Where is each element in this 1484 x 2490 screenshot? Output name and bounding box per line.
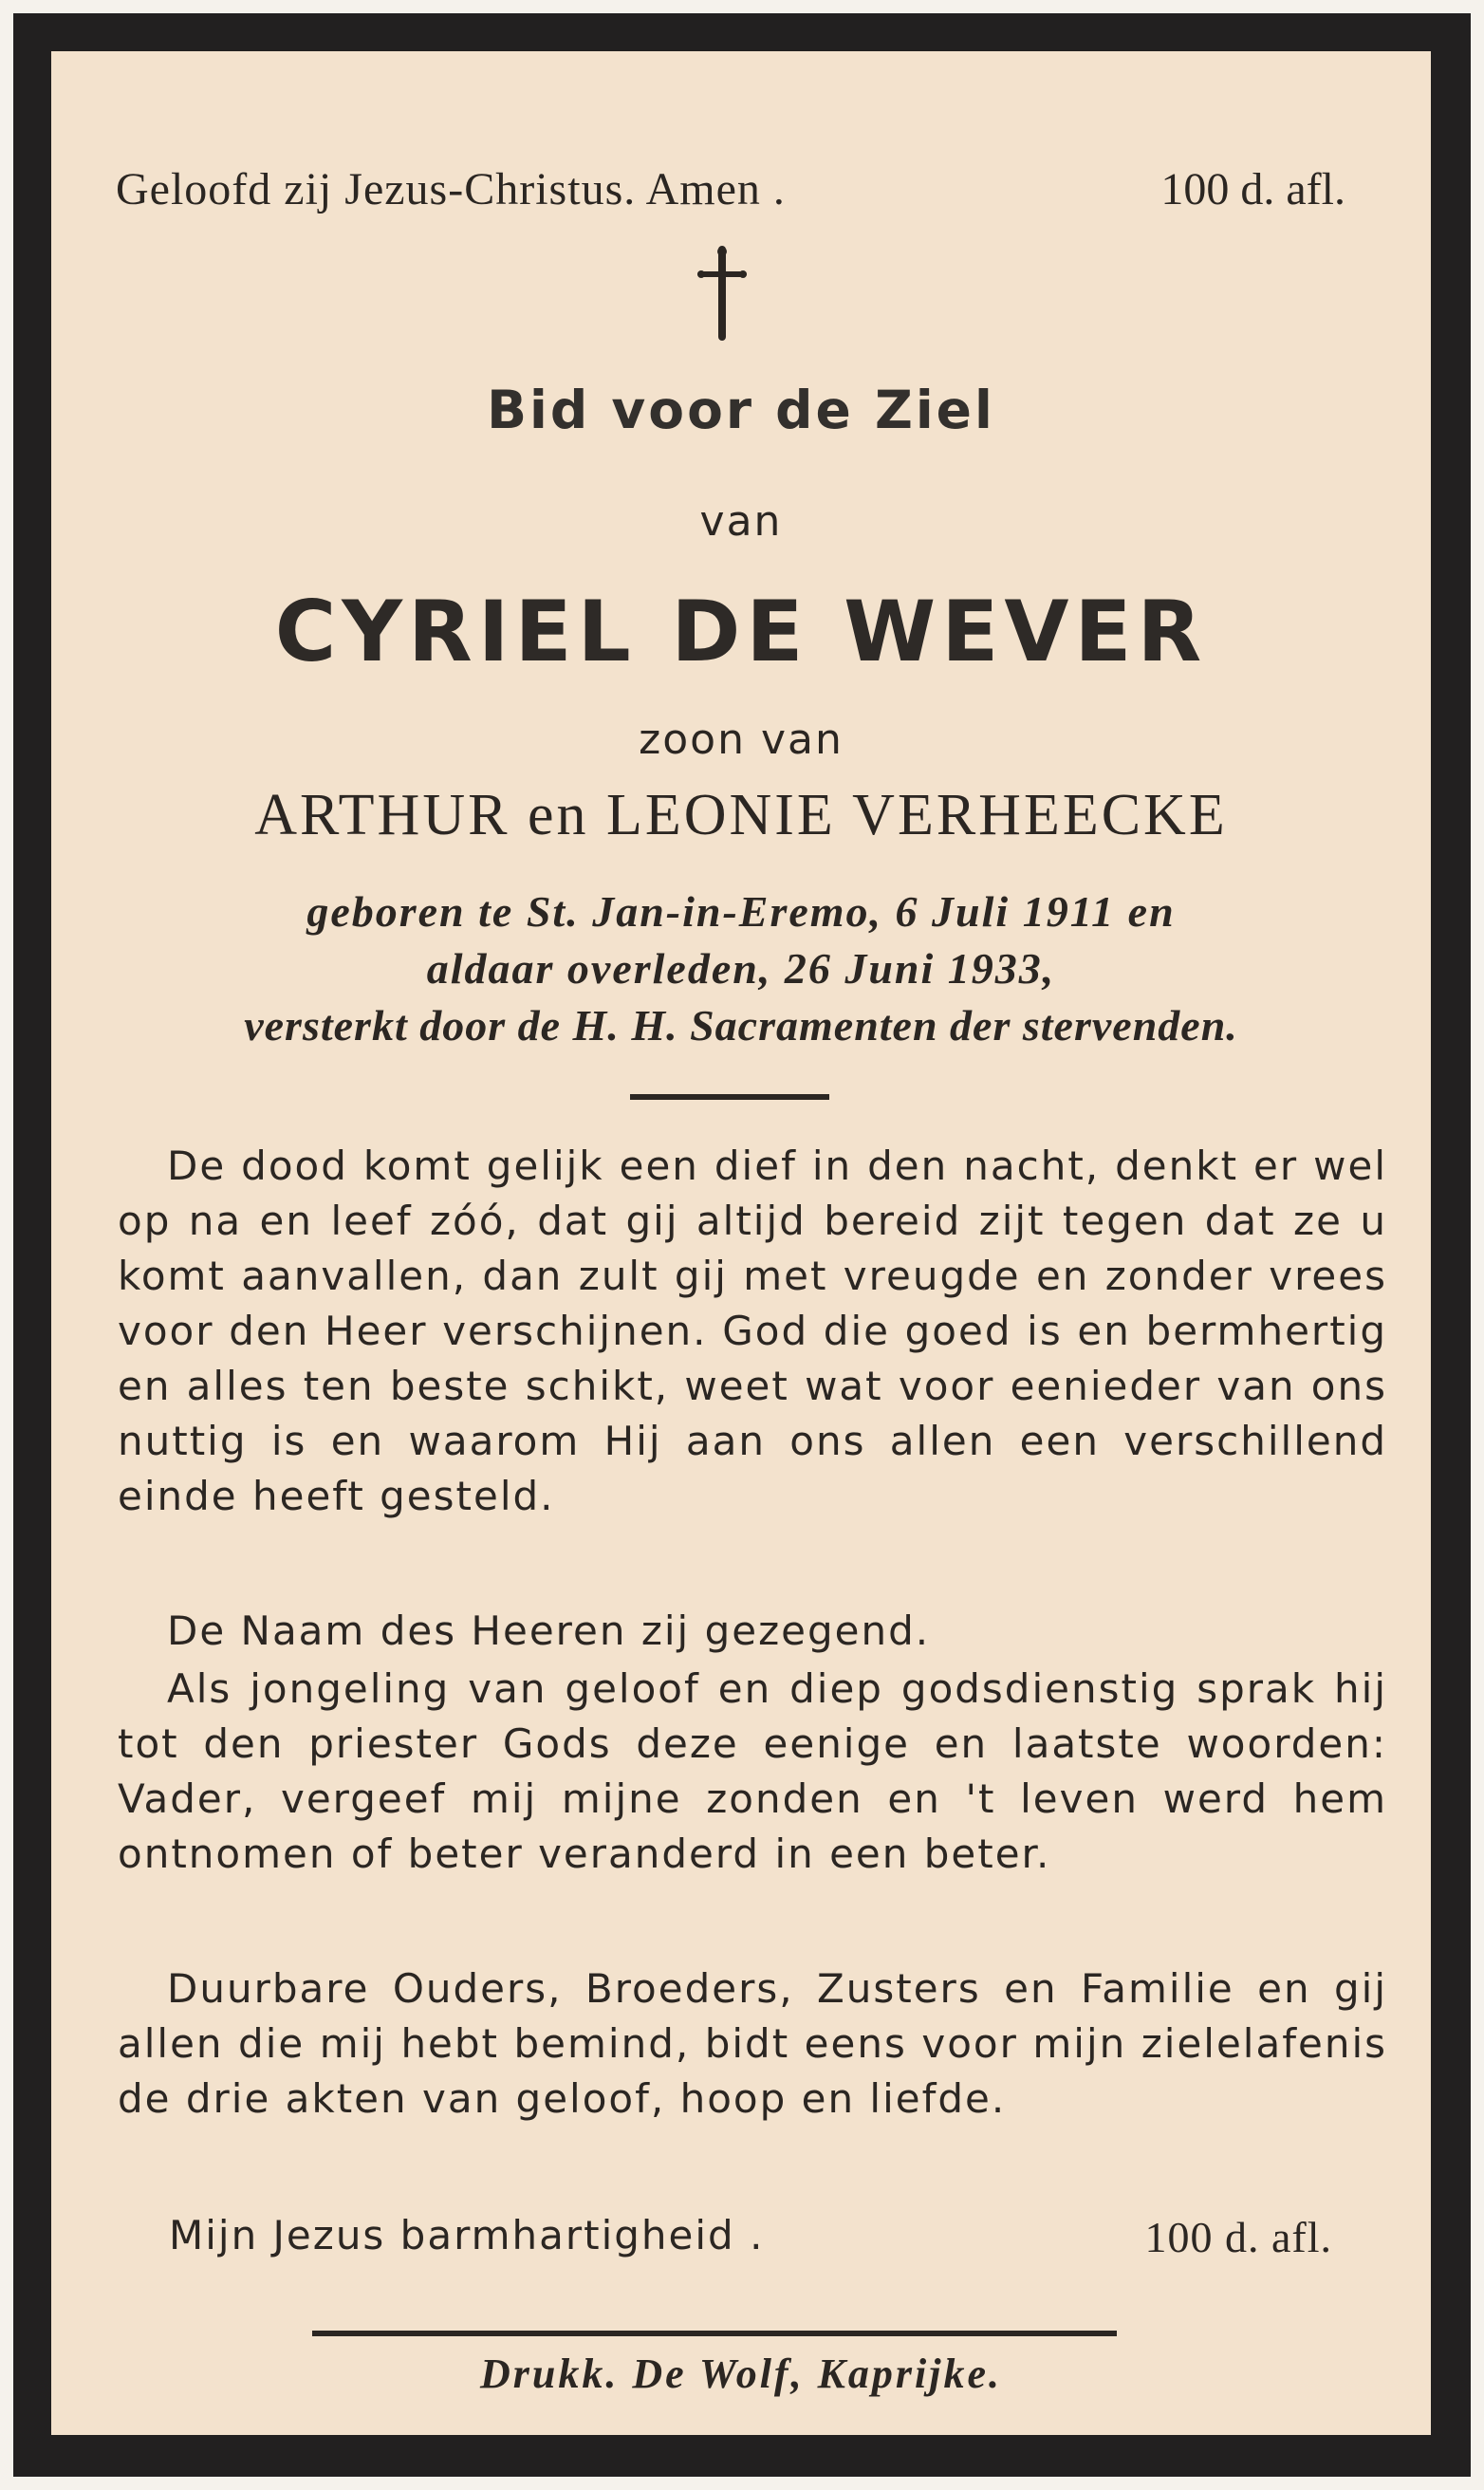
cross-icon: [696, 246, 748, 341]
of-word: van: [699, 497, 783, 546]
divider-top: [630, 1094, 829, 1100]
printer-credit: Drukk. De Wolf, Kaprijke.: [479, 2351, 1003, 2397]
birth-line-2: aldaar overleden, 26 Juni 1933,: [426, 944, 1056, 993]
footer-indulgence: 100 d. afl.: [1144, 2213, 1332, 2261]
birth-line-1: geboren te St. Jan-in-Eremo, 6 Juli 1911 en: [306, 887, 1176, 936]
paragraph-family-plea: Duurbare Ouders, Broeders, Zusters en Familie en gij allen die mij hebt bemind, bidt eens voor mijn zielelafenis de drie akten van geloof, hoop en liefde.: [118, 1965, 1387, 2122]
paragraph-death-thief: De dood komt gelijk een dief in den nacht, denkt er wel op na en leef zóó, dat gij altijd bereid zijt tegen dat ze u komt aanvallen, dan zult gij met vreugde en zonder vrees voor den Heer verschijnen. God die goed is en bermhertig en alles ten beste schikt, weet wat voor eenieder van ons nuttig is en waarom Hij aan ons allen een verschillend einde heeft gesteld.: [118, 1143, 1387, 1519]
card-footer: [51, 2212, 1431, 2269]
divider-bottom: [312, 2331, 1117, 2336]
paragraph-blessed-name: De Naam des Heeren zij gezegend.: [167, 1607, 931, 1654]
header-prayer: Geloofd zij Jezus-Christus. Amen .: [116, 164, 786, 214]
prayer-line: Bid voor de Ziel: [487, 380, 995, 440]
header-indulgence: 100 d. afl.: [1160, 164, 1345, 214]
card-content: [51, 51, 1431, 2435]
parents-names: ARTHUR en LEONIE VERHEECKE: [254, 783, 1228, 847]
footer-prayer: Mijn Jezus barmhartigheid .: [169, 2212, 765, 2258]
birth-line-3: versterkt door de H. H. Sacramenten der stervenden.: [244, 1001, 1238, 1050]
paragraph-last-words: Als jongeling van geloof en diep godsdienstig sprak hij tot den priester Gods deze eenige en laatste woorden: Vader, vergeef mij mijne zonden en 't leven werd hem ontnomen of beter veranderd in een beter.: [118, 1665, 1387, 1877]
memorial-card: [13, 13, 1471, 2477]
deceased-name: CYRIEL DE WEVER: [274, 583, 1208, 680]
son-of: zoon van: [639, 715, 844, 764]
card-header: [51, 163, 1431, 230]
